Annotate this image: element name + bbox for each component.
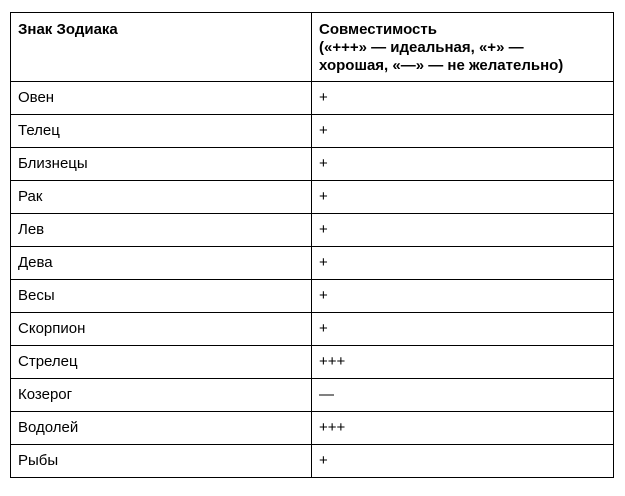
row-compatibility: + — [312, 313, 614, 346]
header-compatibility-legend-1: («+++» — идеальная, «+» — — [319, 39, 524, 56]
table-row — [11, 148, 614, 181]
row-compatibility: + — [312, 148, 614, 181]
row-compatibility: + — [312, 82, 614, 115]
row-compatibility: +++ — [312, 346, 614, 379]
row-compatibility: + — [312, 280, 614, 313]
table-row — [11, 445, 614, 478]
row-sign: Рыбы — [11, 445, 312, 478]
row-compatibility: + — [312, 445, 614, 478]
table-row — [11, 181, 614, 214]
table-row — [11, 247, 614, 280]
header-compatibility-title: Совместимость — [319, 21, 437, 38]
row-sign: Стрелец — [11, 346, 312, 379]
row-sign: Телец — [11, 115, 312, 148]
row-sign: Козерог — [11, 379, 312, 412]
row-sign: Водолей — [11, 412, 312, 445]
row-compatibility: + — [312, 247, 614, 280]
table-row — [11, 214, 614, 247]
header-compatibility-legend-2: хорошая, «—» — не желательно) — [319, 57, 564, 74]
table-header-row — [11, 13, 614, 82]
header-compatibility — [312, 13, 614, 82]
row-compatibility: + — [312, 115, 614, 148]
header-sign: Знак Зодиака — [11, 13, 312, 82]
zodiac-compatibility-table — [10, 12, 614, 478]
row-sign: Дева — [11, 247, 312, 280]
row-compatibility: — — [312, 379, 614, 412]
row-sign: Овен — [11, 82, 312, 115]
row-compatibility: +++ — [312, 412, 614, 445]
table-row — [11, 82, 614, 115]
row-sign: Близнецы — [11, 148, 312, 181]
table-row — [11, 412, 614, 445]
row-sign: Рак — [11, 181, 312, 214]
table-row — [11, 313, 614, 346]
row-compatibility: + — [312, 181, 614, 214]
table-row — [11, 115, 614, 148]
table-row — [11, 379, 614, 412]
row-sign: Лев — [11, 214, 312, 247]
table-row — [11, 280, 614, 313]
row-sign: Весы — [11, 280, 312, 313]
row-sign: Скорпион — [11, 313, 312, 346]
compatibility-table-container — [10, 12, 614, 478]
row-compatibility: + — [312, 214, 614, 247]
table-row — [11, 346, 614, 379]
